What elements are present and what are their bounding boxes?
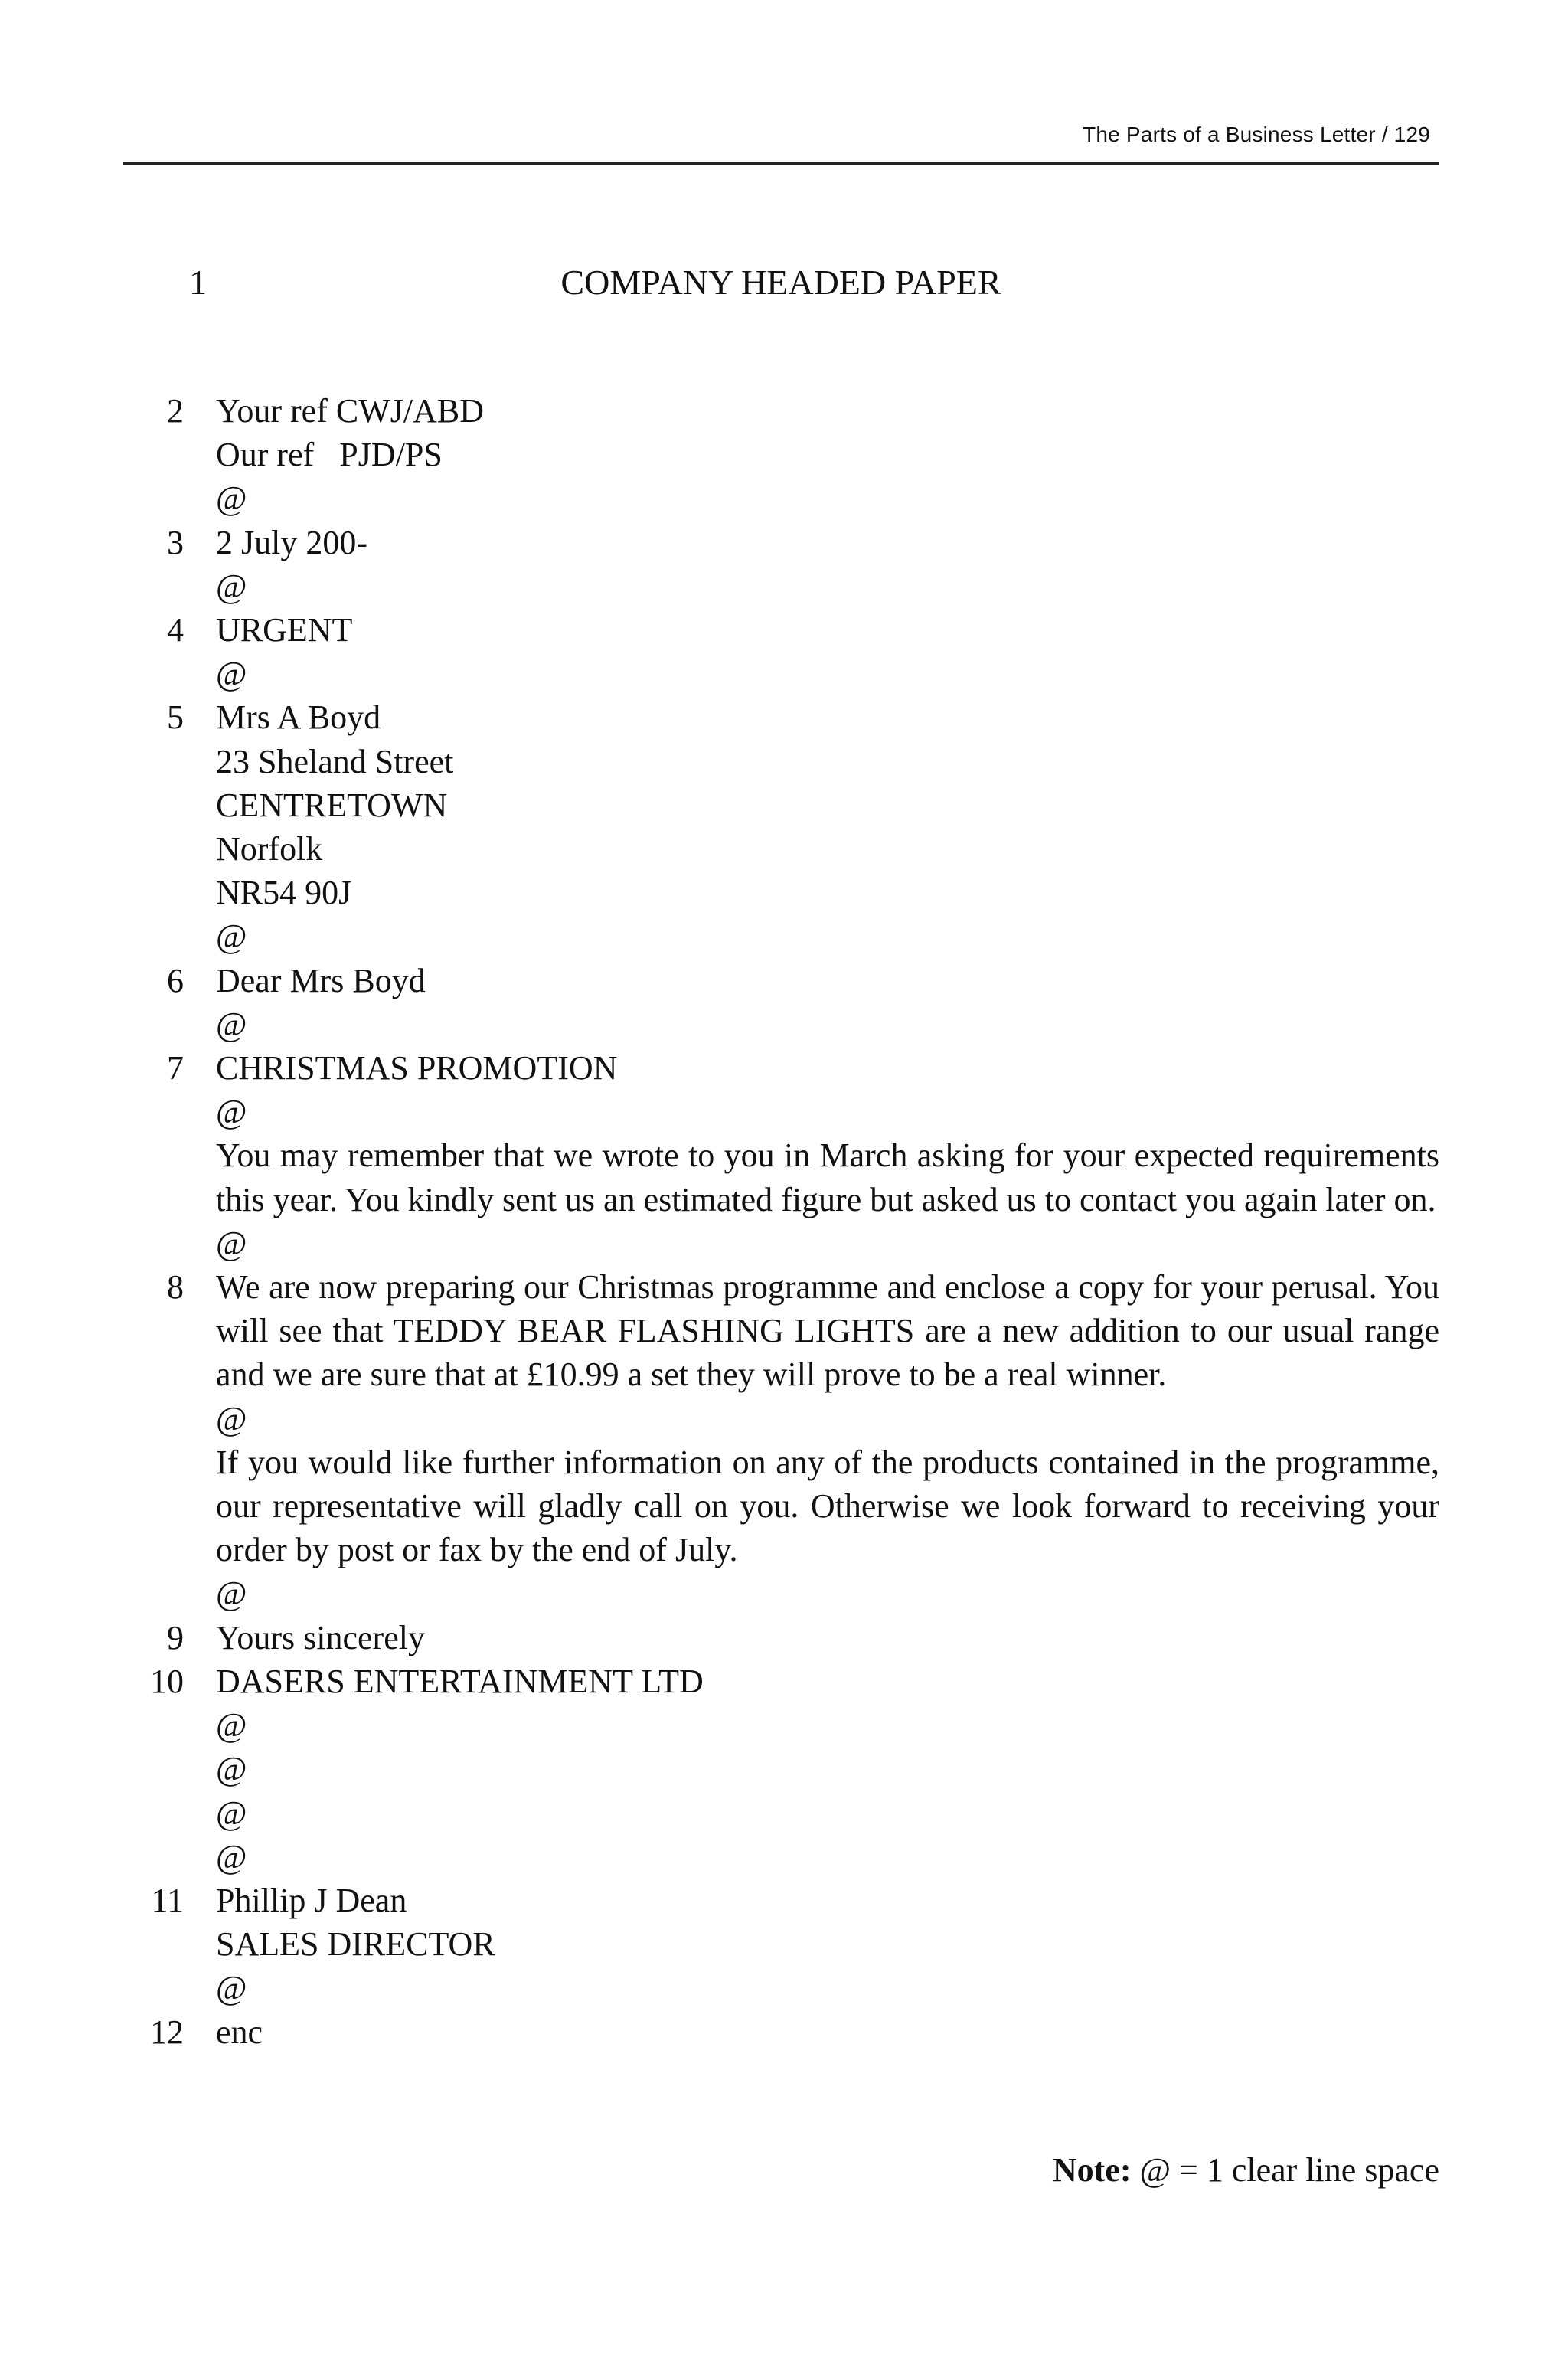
space-marker: @: [216, 1706, 247, 1745]
header-rule: [122, 162, 1439, 165]
company-line: [107, 1660, 1439, 1703]
special-marking-line: [107, 608, 1439, 652]
space-marker-line: [107, 1221, 1439, 1265]
letter-date: 2 July 200-: [216, 523, 368, 561]
addressee-name: Mrs A Boyd: [216, 698, 381, 737]
note-label: Note:: [1052, 2151, 1132, 2189]
space-marker: @: [216, 1794, 247, 1832]
space-marker: @: [216, 655, 247, 693]
address-county: Norfolk: [216, 830, 323, 868]
paragraph-text: We are now preparing our Christmas programme and enclose a copy for your perusal. You will see that TEDDY BEAR FLASHING LIGHTS are a new addition to our usual range and we are sure that at £10.99 a set they will prove to be a real winner.: [216, 1268, 1439, 1394]
letterhead-title: COMPANY HEADED PAPER: [560, 263, 1001, 302]
subject-heading: CHRISTMAS PROMOTION: [216, 1049, 618, 1087]
part-number: 4: [167, 611, 184, 649]
part-number: 5: [167, 698, 184, 737]
body-paragraph: [107, 1133, 1439, 1221]
our-ref-label: Our ref: [216, 436, 315, 474]
reference-line: [107, 389, 1439, 433]
space-marker: @: [216, 917, 247, 956]
enclosure-marker: enc: [216, 2013, 263, 2051]
signatory-title-line: [107, 1922, 1439, 1966]
special-marking: URGENT: [216, 611, 353, 649]
signatory-line: [107, 1879, 1439, 1922]
complimentary-close: Yours sincerely: [216, 1618, 425, 1656]
space-marker-line: [107, 1571, 1439, 1615]
subject-line: [107, 1046, 1439, 1090]
part-number: 7: [167, 1049, 184, 1087]
closing-line: [107, 1616, 1439, 1660]
your-ref-value: CWJ/ABD: [335, 392, 484, 430]
date-line: [107, 521, 1439, 564]
space-marker-line: [107, 476, 1439, 520]
part-number: 1: [189, 263, 207, 302]
space-marker-line: [107, 1703, 1439, 1747]
part-number: 12: [150, 2013, 184, 2051]
address-line: [107, 827, 1439, 871]
part-number: 8: [167, 1268, 184, 1307]
space-marker-line: [107, 1397, 1439, 1441]
address-postcode: NR54 90J: [216, 874, 352, 912]
salutation: Dear Mrs Boyd: [216, 961, 426, 999]
enclosure-line: [107, 2010, 1439, 2054]
part-number: 2: [167, 392, 184, 430]
space-marker: @: [216, 1399, 247, 1437]
space-marker: @: [216, 1005, 247, 1043]
your-ref-label: Your ref: [216, 392, 328, 430]
space-marker: @: [216, 1969, 247, 2007]
address-line: [107, 783, 1439, 827]
space-marker: @: [216, 479, 247, 518]
space-marker: @: [216, 1837, 247, 1876]
company-name: DASERS ENTERTAINMENT LTD: [216, 1662, 704, 1700]
part-number: 10: [150, 1662, 184, 1700]
part-number: 11: [151, 1881, 184, 1919]
address-street: 23 Sheland Street: [216, 742, 454, 780]
note-text: @ = 1 clear line space: [1139, 2151, 1439, 2189]
part-number: 6: [167, 961, 184, 999]
footnote: [1053, 2150, 1439, 2189]
letterhead-line: [122, 262, 1439, 308]
space-marker-line: [107, 1090, 1439, 1133]
space-marker: @: [216, 1575, 247, 1613]
address-line: [107, 871, 1439, 914]
salutation-line: [107, 959, 1439, 1002]
space-marker-line: [107, 1747, 1439, 1791]
address-line: [107, 695, 1439, 739]
paragraph-text: You may remember that we wrote to you in March asking for your expected requirements this year. You kindly sent us an estimated figure but asked us to contact you again later on.: [216, 1136, 1439, 1218]
space-marker-line: [107, 652, 1439, 695]
body-paragraph: [107, 1441, 1439, 1572]
space-marker-line: [107, 564, 1439, 608]
space-marker-line: [107, 1835, 1439, 1879]
part-number: 3: [167, 523, 184, 561]
space-marker-line: [107, 914, 1439, 958]
space-marker: @: [216, 567, 247, 605]
reference-line: [107, 433, 1439, 476]
space-marker-line: [107, 1791, 1439, 1835]
space-marker: @: [216, 1093, 247, 1131]
space-marker: @: [216, 1224, 247, 1262]
paragraph-text: If you would like further information on any of the products contained in the programme, our representative will gladly call on you. Otherwise we look forward to receiving your order by post or fax by the end of July.: [216, 1443, 1439, 1569]
signatory-name: Phillip J Dean: [216, 1881, 407, 1919]
part-number: 9: [167, 1618, 184, 1656]
signatory-title: SALES DIRECTOR: [216, 1925, 495, 1964]
body-paragraph: [107, 1265, 1439, 1397]
space-marker-line: [107, 1966, 1439, 2010]
our-ref-value: PJD/PS: [339, 436, 443, 474]
running-header: The Parts of a Business Letter / 129: [1083, 123, 1430, 146]
space-marker: @: [216, 1750, 247, 1788]
letter-body: [107, 389, 1439, 2054]
address-town: CENTRETOWN: [216, 786, 448, 824]
space-marker-line: [107, 1002, 1439, 1046]
address-line: [107, 740, 1439, 783]
